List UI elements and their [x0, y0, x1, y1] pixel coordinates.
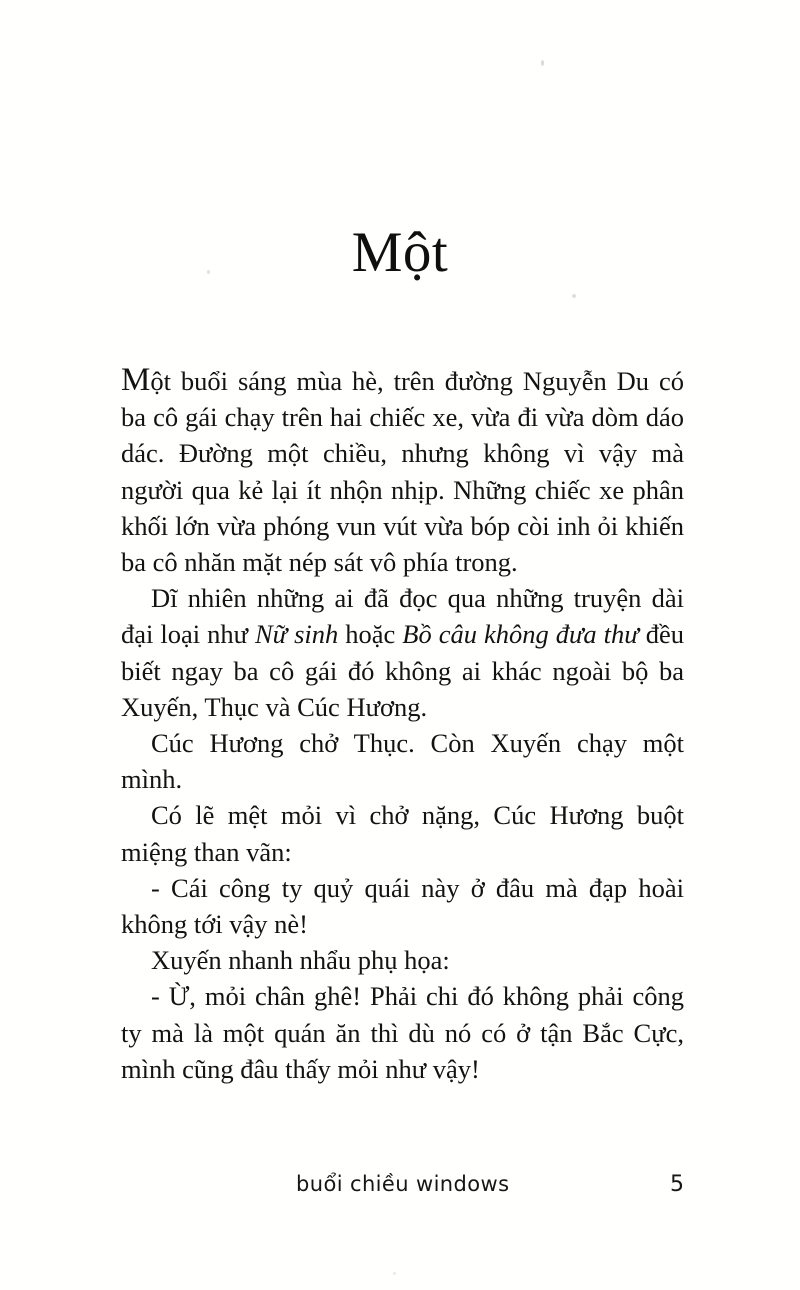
- paragraph: Xuyến nhanh nhẩu phụ họa:: [151, 945, 450, 976]
- paragraph-text: ột buổi sáng mùa hè, trên đường Nguyễn Du có ba cô gái chạy trên hai chiếc xe, vừa đi vừa dòm dáo dác. Đường một chiều, nhưng không vì vậy mà người qua kẻ lại ít nhộn nhịp. Những chiếc xe phân khối lớn vừa phóng vun vút vừa bóp còi inh ỏi khiến ba cô nhăn mặt nép sát vô phía trong.: [121, 366, 684, 578]
- dialogue-line: - Ừ, mỏi chân ghê! Phải chi đó không phải công ty mà là một quán ăn thì dù nó có ở tận Bắc Cực, mình cũng đâu thấy mỏi như vậy!: [121, 981, 684, 1084]
- dialogue-line: - Cái công ty quỷ quái này ở đâu mà đạp hoài không tới vậy nè!: [121, 872, 684, 940]
- paragraph: Có lẽ mệt mỏi vì chở nặng, Cúc Hương buột miệng than vãn:: [121, 800, 684, 867]
- chapter-title: Một: [351, 221, 449, 285]
- scan-speck-icon: [541, 60, 544, 66]
- paragraph-with-book-titles: [121, 580, 684, 725]
- paragraph-opening: [121, 363, 684, 580]
- paragraph-text-before: Dĩ nhiên những ai đã đọc qua những truyện dài đại loại như: [121, 583, 684, 650]
- book-title-nu-sinh: Nữ sinh: [254, 619, 339, 650]
- page-number: 5: [670, 1172, 684, 1197]
- book-title-bo-cau-khong-dua-thu: Bồ câu không đưa thư: [402, 619, 639, 650]
- paragraph: Cúc Hương chở Thục. Còn Xuyến chạy một mình.: [121, 728, 684, 795]
- opening-capital: M: [121, 362, 151, 398]
- paragraph-text-after: đều biết ngay ba cô gái đó không ai khác ngoài bộ ba Xuyến, Thục và Cúc Hương.: [121, 619, 684, 722]
- paragraph-text-middle: hoặc: [338, 619, 403, 650]
- scan-speck-icon: [572, 294, 576, 298]
- running-foot-title: buổi chiều windows: [296, 1172, 510, 1196]
- page-footer: [121, 1172, 684, 1204]
- scan-speck-icon: [393, 1272, 396, 1275]
- body-text-block: [121, 363, 684, 1087]
